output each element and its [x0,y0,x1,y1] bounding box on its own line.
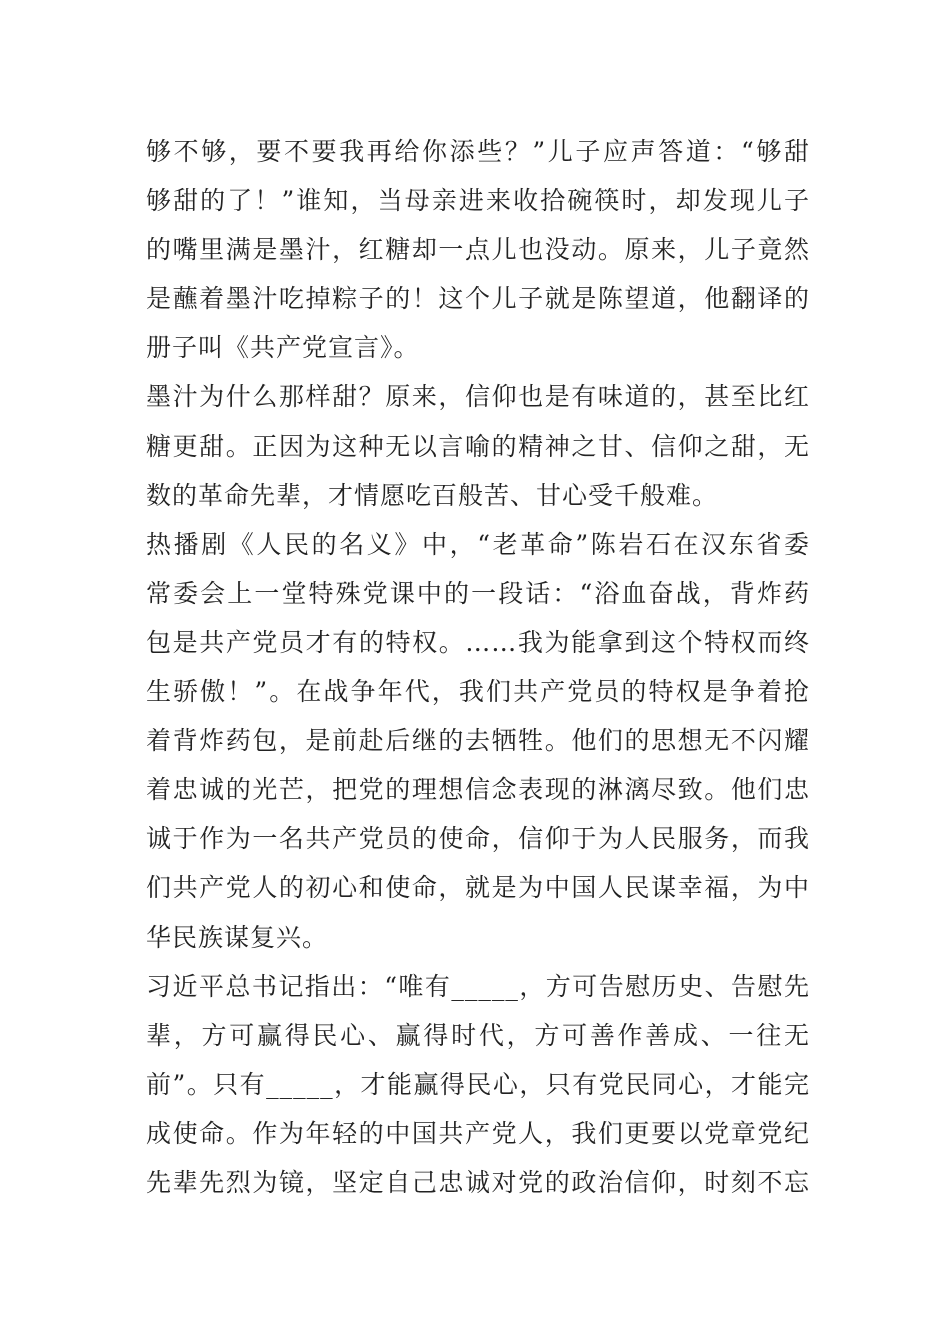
text-line: 先辈先烈为镜，坚定自己忠诚对党的政治信仰，时刻不忘 [146,1167,810,1197]
text-line: 前”。只有_____，才能赢得民心，只有党民同心，才能完 [146,1069,810,1099]
text-line: 辈，方可赢得民心、赢得时代，方可善作善成、一往无 [146,1020,810,1050]
text-line: 们共产党人的初心和使命，就是为中国人民谋幸福，为中 [146,873,810,903]
paragraph-2 [146,372,810,519]
paragraph-3 [146,520,810,962]
paragraph-1 [146,127,810,372]
text-line: 墨汁为什么那样甜？原来，信仰也是有味道的，甚至比红 [146,382,810,412]
text-line: 华民族谋复兴。 [146,922,329,952]
text-line: 数的革命先辈，才情愿吃百般苦、甘心受千般难。 [146,480,719,510]
text-line: 常委会上一堂特殊党课中的一段话：“浴血奋战，背炸药 [146,578,810,608]
text-line: 册子叫《共产党宣言》。 [146,333,420,363]
text-line: 热播剧《人民的名义》中，“老革命”陈岩石在汉东省委 [146,529,810,559]
text-line: 成使命。作为年轻的中国共产党人，我们更要以党章党纪 [146,1118,810,1148]
text-line: 糖更甜。正因为这种无以言喻的精神之甘、信仰之甜，无 [146,431,810,461]
text-line: 着忠诚的光芒，把党的理想信念表现的淋漓尽致。他们忠 [146,775,810,805]
text-line: 包是共产党员才有的特权。……我为能拿到这个特权而终 [146,627,810,657]
text-line: 生骄傲！”。在战争年代，我们共产党员的特权是争着抢 [146,677,810,707]
paragraph-4 [146,962,810,1207]
text-line: 够甜的了！”谁知，当母亲进来收拾碗筷时，却发现儿子 [146,186,810,216]
text-line: 着背炸药包，是前赴后继的去牺牲。他们的思想无不闪耀 [146,726,810,756]
text-line: 习近平总书记指出：“唯有_____，方可告慰历史、告慰先 [146,971,810,1001]
text-line: 够不够，要不要我再给你添些？”儿子应声答道：“够甜 [146,137,810,166]
body-text [146,127,810,1207]
text-line: 的嘴里满是墨汁，红糖却一点儿也没动。原来，儿子竟然 [146,235,810,265]
text-line: 是蘸着墨汁吃掉粽子的！这个儿子就是陈望道，他翻译的 [146,284,810,314]
text-line: 诚于作为一名共产党员的使命，信仰于为人民服务，而我 [146,824,810,854]
